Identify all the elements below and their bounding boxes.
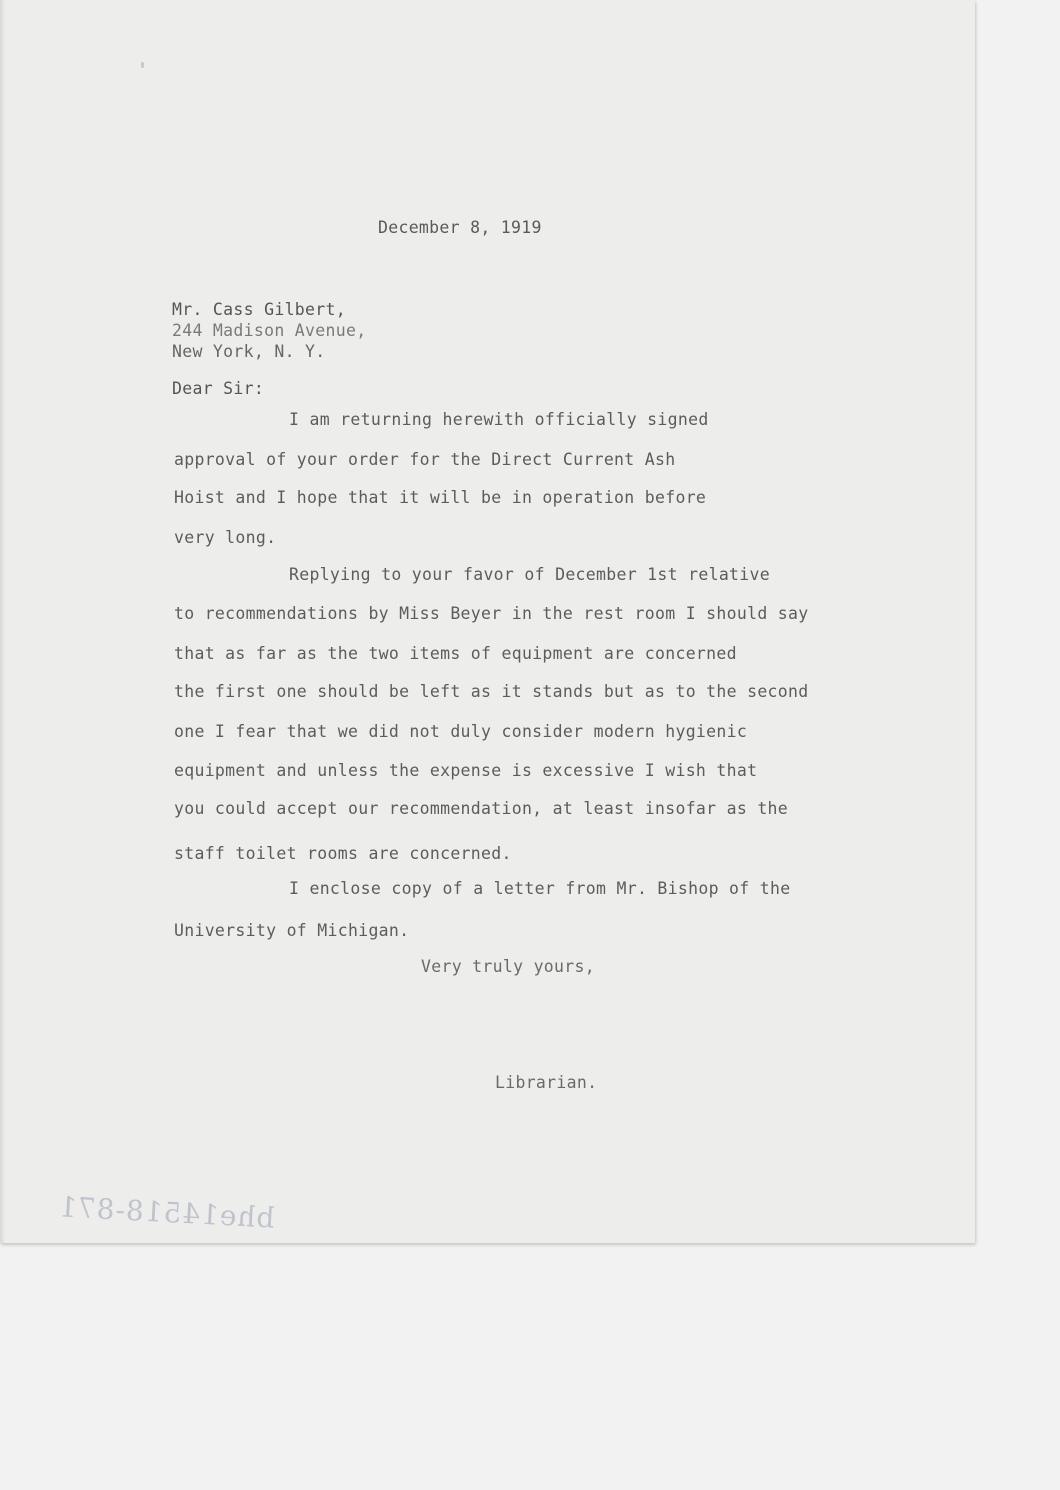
- recipient-street: 244 Madison Avenue,: [172, 321, 367, 340]
- body-line: Hoist and I hope that it will be in operation before: [174, 488, 707, 507]
- closing: Very truly yours,: [421, 957, 595, 976]
- body-line: you could accept our recommendation, at least insofar as the: [174, 799, 789, 818]
- body-line: approval of your order for the Direct Current Ash: [174, 450, 676, 469]
- body-line: that as far as the two items of equipment are concerned: [174, 644, 737, 663]
- pencil-catalog-mark: bhe14518-871: [57, 1190, 276, 1235]
- body-line: one I fear that we did not duly consider modern hygienic: [174, 722, 748, 741]
- body-line: equipment and unless the expense is excessive I wish that: [174, 761, 758, 780]
- body-line: very long.: [174, 528, 277, 547]
- recipient-name: Mr. Cass Gilbert,: [172, 300, 346, 319]
- letter-date: December 8, 1919: [378, 218, 542, 237]
- salutation: Dear Sir:: [172, 379, 265, 398]
- recipient-city: New York, N. Y.: [172, 342, 326, 361]
- body-line: to recommendations by Miss Beyer in the rest room I should say: [174, 604, 809, 623]
- paper-smudge: [141, 62, 144, 68]
- body-line: staff toilet rooms are concerned.: [174, 844, 512, 863]
- body-line: Replying to your favor of December 1st relative: [289, 565, 770, 584]
- paper-edge: [0, 0, 5, 1243]
- body-line: the first one should be left as it stands but as to the second: [174, 682, 809, 701]
- body-line: I am returning herewith officially signed: [289, 410, 709, 429]
- signature-title: Librarian.: [495, 1073, 598, 1092]
- body-line: I enclose copy of a letter from Mr. Bishop of the: [289, 879, 791, 898]
- body-line: University of Michigan.: [174, 921, 410, 940]
